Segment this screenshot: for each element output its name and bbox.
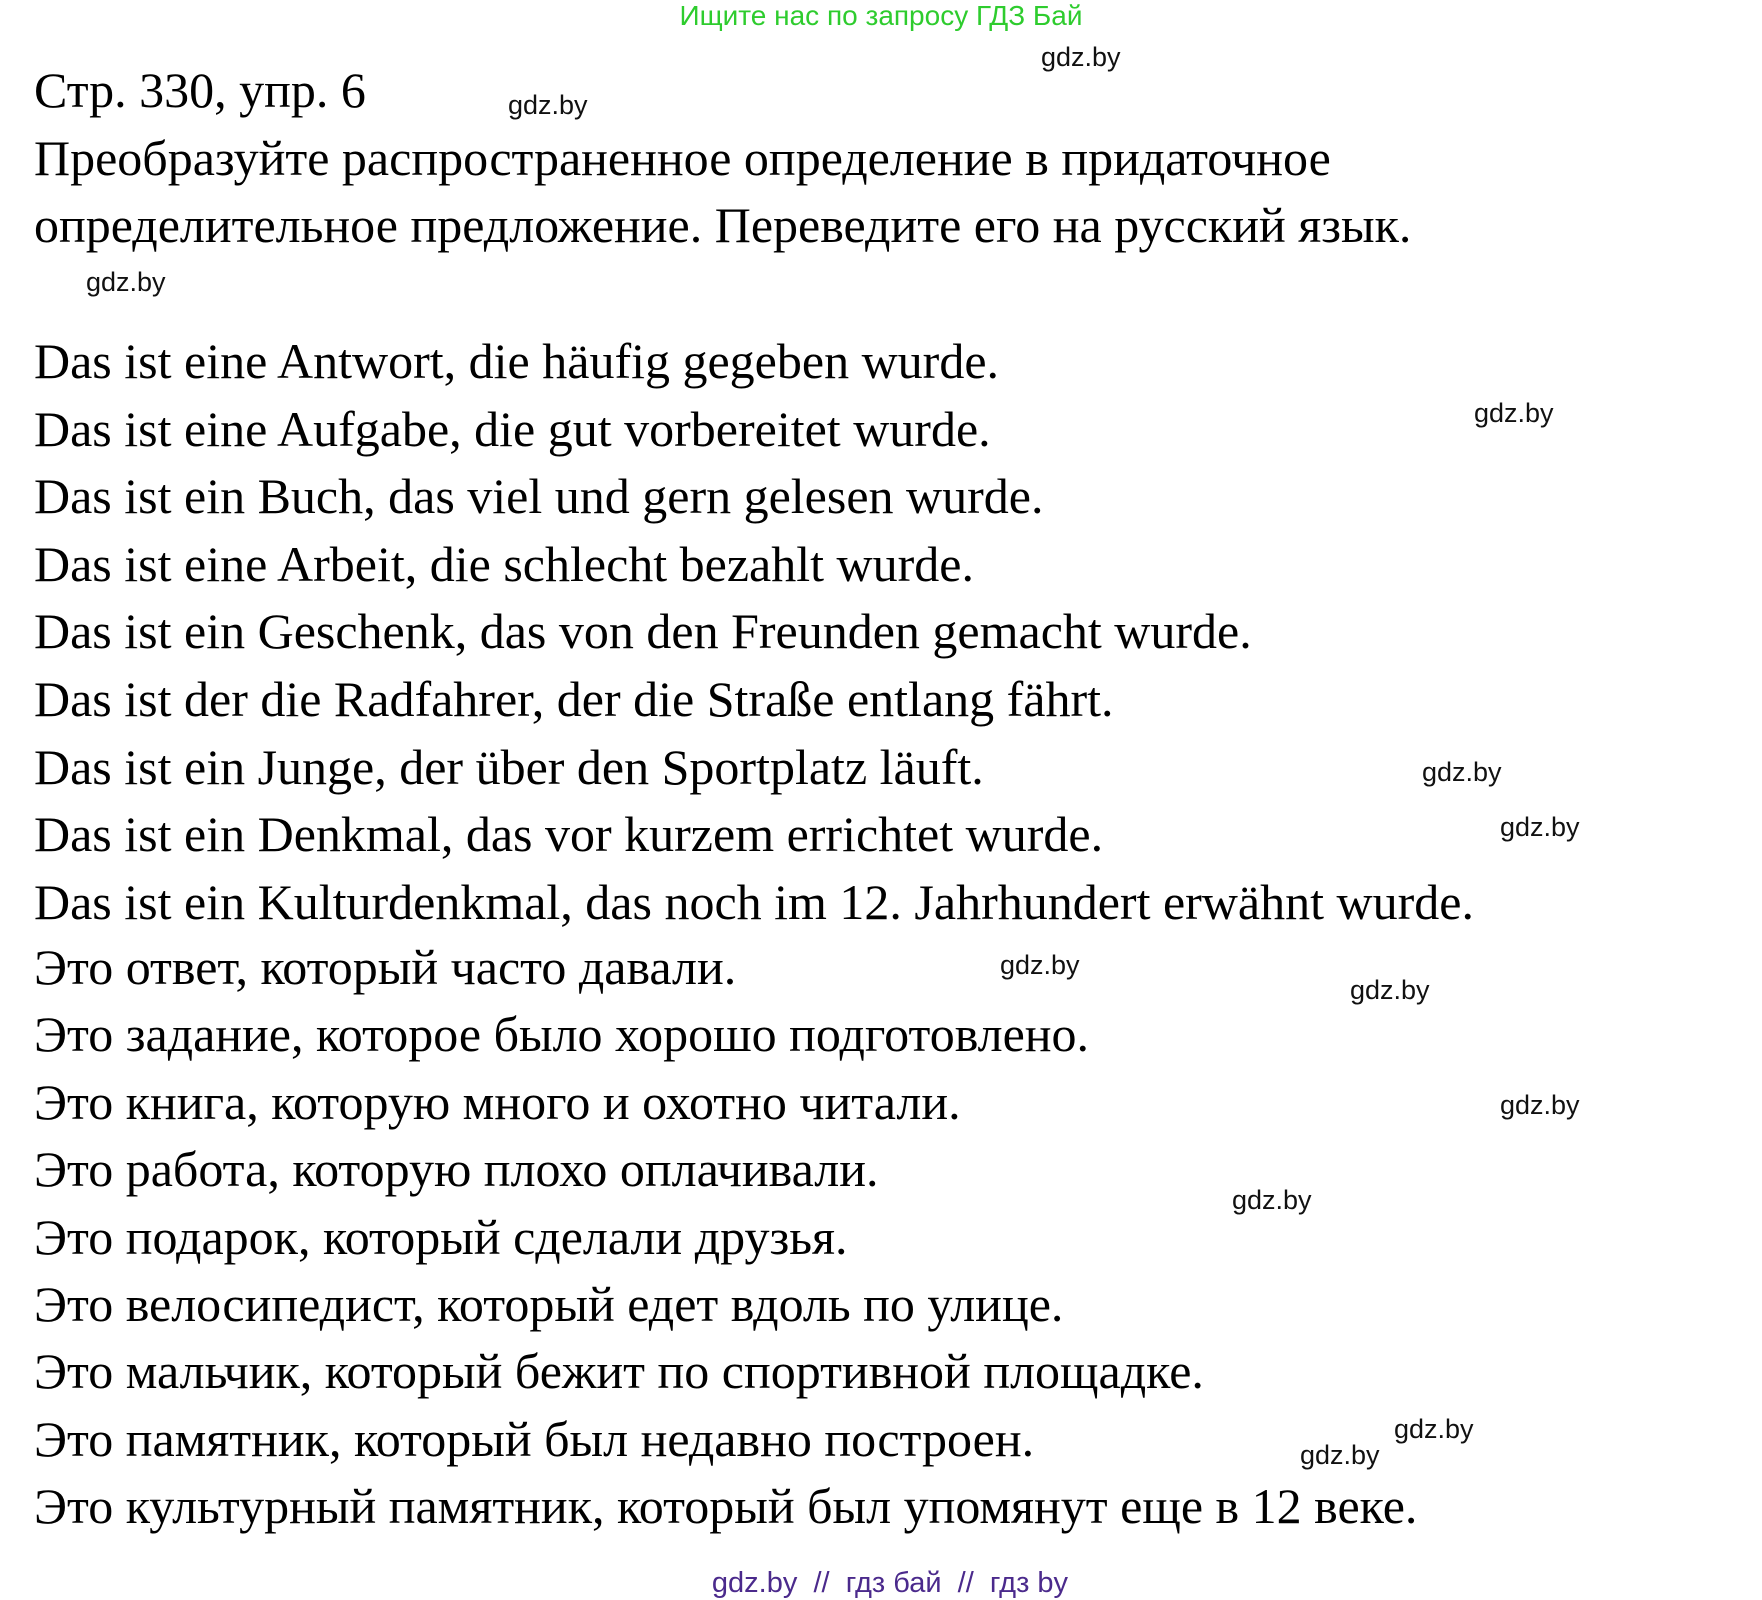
watermark-text: gdz.by [1350, 975, 1430, 1005]
german-sentence: Das ist ein Kulturdenkmal, das noch im 12. Jahrhundert erwähnt wurde. [34, 873, 1474, 930]
search-banner: Ищите нас по запросу ГДЗ Бай [679, 0, 1083, 31]
watermark-text: gdz.by [86, 267, 166, 297]
russian-sentence: Это работа, которую плохо оплачивали. [34, 1141, 879, 1198]
german-sentence: Das ist eine Antwort, die häufig gegeben wurde. [34, 333, 1000, 389]
instruction-line: определительное предложение. Переведите его на русский язык. [34, 197, 1412, 253]
watermark-text: gdz.by [1232, 1185, 1312, 1215]
russian-sentence: Это книга, которую много и охотно читали. [34, 1073, 961, 1130]
watermark-text: gdz.by [1300, 1440, 1380, 1470]
german-sentence: Das ist eine Arbeit, die schlecht bezahlt wurde. [34, 535, 974, 592]
german-sentence: Das ist eine Aufgabe, die gut vorbereitet wurde. [34, 400, 991, 457]
russian-sentence: Это задание, которое было хорошо подготовлено. [34, 1006, 1090, 1063]
russian-sentence: Это ответ, который часто давали. [34, 939, 737, 995]
german-sentence: Das ist ein Geschenk, das von den Freunden gemacht wurde. [34, 603, 1252, 660]
german-sentence: Das ist der die Radfahrer, der die Straße entlang fährt. [34, 671, 1114, 727]
watermark-text: gdz.by [1500, 1090, 1580, 1120]
german-sentence: Das ist ein Buch, das viel und gern gelesen wurde. [34, 468, 1044, 525]
watermark-text: gdz.by [1041, 42, 1121, 72]
watermark-text: gdz.by [508, 90, 588, 120]
russian-sentence: Это культурный памятник, который был упомянут еще в 12 веке. [34, 1478, 1418, 1535]
german-sentence: Das ist ein Junge, der über den Sportplatz läuft. [34, 738, 984, 795]
watermark-text: gdz.by [1474, 398, 1554, 428]
russian-sentence: Это памятник, который был недавно построен. [34, 1410, 1035, 1467]
russian-sentence: Это мальчик, который бежит по спортивной площадке. [34, 1343, 1204, 1400]
exercise-title: Стр. 330, упр. 6 [34, 62, 366, 118]
watermark-text: gdz.by [1500, 812, 1580, 842]
footer-links: gdz.by // гдз бай // гдз by [711, 1567, 1069, 1599]
watermark-text: gdz.by [1422, 757, 1502, 787]
russian-sentence: Это велосипедист, который едет вдоль по улице. [34, 1276, 1064, 1332]
watermark-text: gdz.by [1000, 950, 1080, 980]
watermark-text: gdz.by [1394, 1414, 1474, 1444]
instruction-line: Преобразуйте распространенное определение в придаточное [34, 130, 1331, 186]
russian-sentence: Это подарок, который сделали друзья. [34, 1208, 848, 1265]
german-sentence: Das ist ein Denkmal, das vor kurzem errichtet wurde. [34, 806, 1104, 863]
